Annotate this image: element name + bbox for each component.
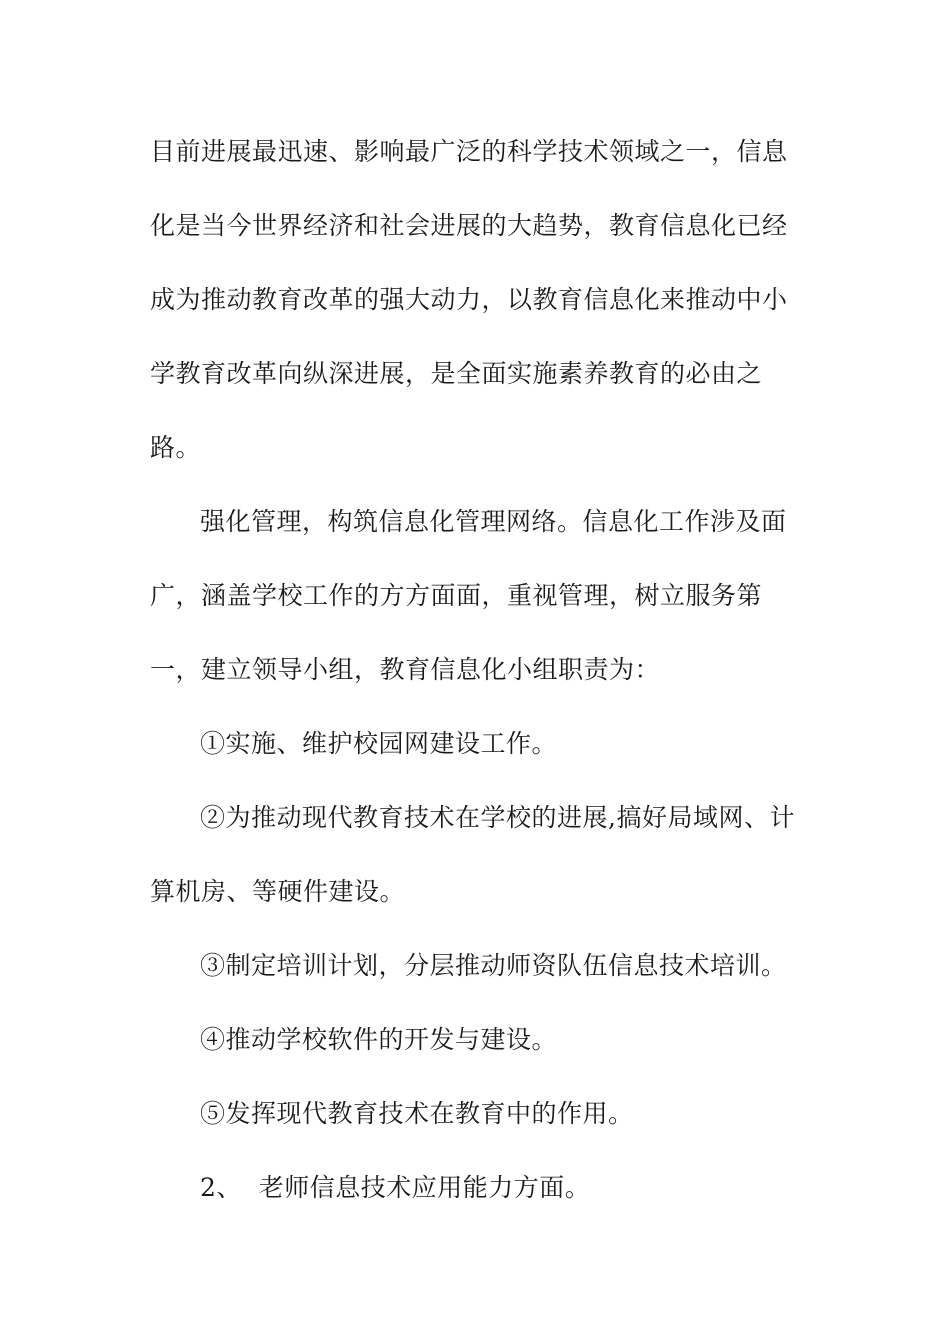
- list-item: ⑤发挥现代教育技术在教育中的作用。: [200, 1099, 634, 1128]
- paragraph-line: 一，建立领导小组，教育信息化小组职责为：: [150, 655, 661, 684]
- section-heading: 2、 老师信息技术应用能力方面。: [200, 1173, 591, 1202]
- paragraph-line: 目前进展最迅速、影响最广泛的科学技术领域之一，信息: [150, 137, 788, 166]
- paragraph-line: 路。: [150, 433, 202, 462]
- paragraph-line: 学教育改革向纵深进展，是全面实施素养教育的必由之: [150, 359, 763, 388]
- list-item: ①实施、维护校园网建设工作。: [200, 729, 558, 758]
- paragraph-line: 强化管理，构筑信息化管理网络。信息化工作涉及面: [200, 507, 787, 536]
- paragraph-line: 成为推动教育改革的强大动力，以教育信息化来推动中小: [150, 285, 788, 314]
- list-item: ④推动学校软件的开发与建设。: [200, 1025, 558, 1054]
- list-item: ②为推动现代教育技术在学校的进展,搞好局域网、计: [200, 803, 795, 832]
- paragraph-line: 化是当今世界经济和社会进展的大趋势，教育信息化已经: [150, 211, 788, 240]
- list-item: ③制定培训计划，分层推动师资队伍信息技术培训。: [200, 951, 787, 980]
- list-item-continuation: 算机房、等硬件建设。: [150, 877, 406, 906]
- paragraph-line: 广，涵盖学校工作的方方面面，重视管理，树立服务第: [150, 581, 763, 610]
